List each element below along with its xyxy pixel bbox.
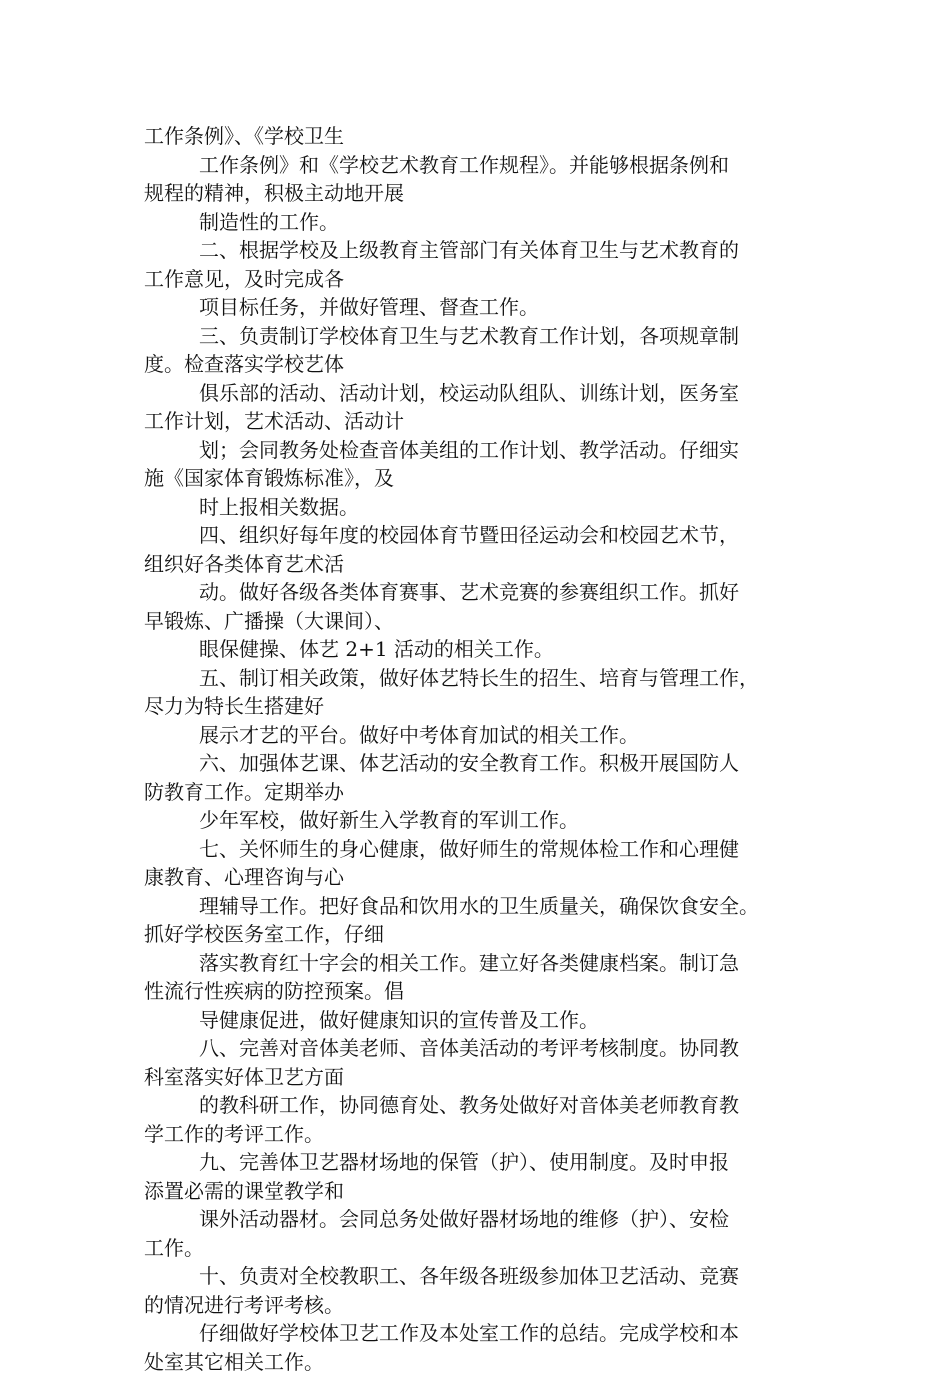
text-line: 展示才艺的平台。做好中考体育加试的相关工作。 <box>144 721 844 750</box>
text-line: 五、制订相关政策，做好体艺特长生的招生、培育与管理工作， <box>144 664 844 693</box>
text-line: 俱乐部的活动、活动计划，校运动队组队、训练计划，医务室 <box>144 379 844 408</box>
text-line: 落实教育红十字会的相关工作。建立好各类健康档案。制订急 <box>144 949 844 978</box>
text-line: 九、完善体卫艺器材场地的保管（护）、使用制度。及时申报 <box>144 1148 844 1177</box>
text-line: 工作条例》和《学校艺术教育工作规程》。并能够根据条例和 <box>144 151 844 180</box>
text-line: 动。做好各级各类体育赛事、艺术竞赛的参赛组织工作。抓好 <box>144 578 844 607</box>
text-line: 的教科研工作，协同德育处、教务处做好对音体美老师教育教 <box>144 1091 844 1120</box>
text-line: 学工作的考评工作。 <box>144 1120 844 1149</box>
text-line: 二、根据学校及上级教育主管部门有关体育卫生与艺术教育的 <box>144 236 844 265</box>
text-line: 防教育工作。定期举办 <box>144 778 844 807</box>
text-line: 课外活动器材。会同总务处做好器材场地的维修（护）、安检 <box>144 1205 844 1234</box>
text-line: 仔细做好学校体卫艺工作及本处室工作的总结。完成学校和本 <box>144 1319 844 1348</box>
text-line: 处室其它相关工作。 <box>144 1348 844 1376</box>
text-line: 四、组织好每年度的校园体育节暨田径运动会和校园艺术节， <box>144 521 844 550</box>
text-line: 眼保健操、体艺 2+1 活动的相关工作。 <box>144 635 844 664</box>
text-line: 的情况进行考评考核。 <box>144 1291 844 1320</box>
document-body <box>144 122 844 1376</box>
text-line: 工作计划，艺术活动、活动计 <box>144 407 844 436</box>
text-line: 时上报相关数据。 <box>144 493 844 522</box>
text-line: 规程的精神，积极主动地开展 <box>144 179 844 208</box>
text-line: 工作意见，及时完成各 <box>144 265 844 294</box>
text-line: 组织好各类体育艺术活 <box>144 550 844 579</box>
text-line: 抓好学校医务室工作，仔细 <box>144 920 844 949</box>
text-line: 科室落实好体卫艺方面 <box>144 1063 844 1092</box>
text-line: 早锻炼、广播操（大课间）、 <box>144 607 844 636</box>
text-line: 导健康促进，做好健康知识的宣传普及工作。 <box>144 1006 844 1035</box>
text-line: 工作。 <box>144 1234 844 1263</box>
text-line: 十、负责对全校教职工、各年级各班级参加体卫艺活动、竞赛 <box>144 1262 844 1291</box>
text-line: 性流行性疾病的防控预案。倡 <box>144 977 844 1006</box>
text-line: 八、完善对音体美老师、音体美活动的考评考核制度。协同教 <box>144 1034 844 1063</box>
text-line: 六、加强体艺课、体艺活动的安全教育工作。积极开展国防人 <box>144 749 844 778</box>
text-line: 项目标任务，并做好管理、督查工作。 <box>144 293 844 322</box>
text-line: 施《国家体育锻炼标准》，及 <box>144 464 844 493</box>
text-line: 尽力为特长生搭建好 <box>144 692 844 721</box>
text-line: 康教育、心理咨询与心 <box>144 863 844 892</box>
text-line: 度。检查落实学校艺体 <box>144 350 844 379</box>
text-line: 制造性的工作。 <box>144 208 844 237</box>
text-line: 三、负责制订学校体育卫生与艺术教育工作计划，各项规章制 <box>144 322 844 351</box>
text-line: 工作条例》、《学校卫生 <box>144 122 844 151</box>
text-line: 七、关怀师生的身心健康，做好师生的常规体检工作和心理健 <box>144 835 844 864</box>
text-line: 少年军校，做好新生入学教育的军训工作。 <box>144 806 844 835</box>
text-line: 理辅导工作。把好食品和饮用水的卫生质量关，确保饮食安全。 <box>144 892 844 921</box>
text-line: 添置必需的课堂教学和 <box>144 1177 844 1206</box>
text-line: 划；会同教务处检查音体美组的工作计划、教学活动。仔细实 <box>144 436 844 465</box>
